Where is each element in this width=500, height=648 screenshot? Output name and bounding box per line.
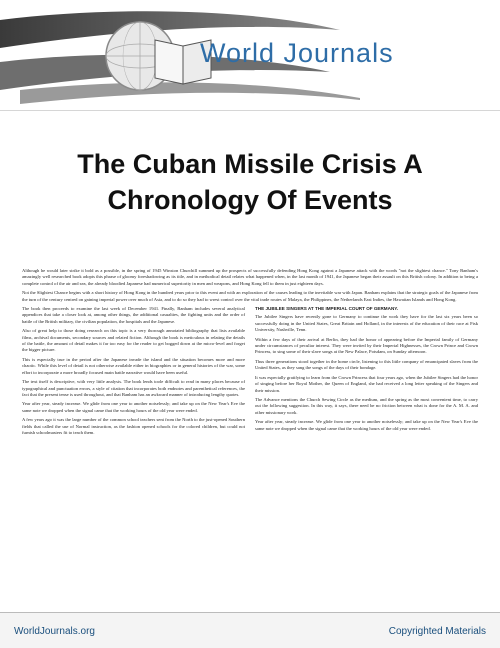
paragraph: Not the Slightest Chance begins with a short history of Hong Kong in the hundred years prior to this event and with an exploration of the causes leading to the inevitable war with Japan. Banham explains that the strategic goals of the Japanese from the turn of the century centred on gaining imperial power over much of Asia, and to do so they had to wrest control over the vital trade routes of Malaya, the Philippines, the Netherlands East Indies, the Hawaiian Islands and Hong Kong. (22, 290, 478, 302)
paragraph: The book then proceeds to examine the last week of December 1941. Finally, Banham includes several analytical appendices that take a closer look at, among other things, the additional casualties, the fighting units and the order of battle of the British military, the civilian population, the hospitals and the Japanese. (22, 306, 245, 324)
paragraph: A few years ago it was the large number of the common school teachers sent from the North to the just-opened Southern fields that called the use of Normal instruction, as the fashion opened schools for the colored children, but could not furnish schoolmasters fit to teach them. (22, 417, 245, 435)
paragraph: This is especially true in the period after the Japanese invade the island and the situation becomes more and more chaotic. While this level of detail is not otherwise available either in biographies or in general histories of the war, some effort to incorporate a more broadly focused main battle narrative would have been useful. (22, 356, 245, 375)
book-title (20, 146, 480, 218)
title-line-2: Chronology Of Events (107, 185, 393, 215)
paragraph: It was especially gratifying to learn from the Crown Princess that four years ago, when the Jubilee Singers had the honor of singing before her Royal Mother, the Queen of England, she had received a long letter speaking of the Singers and their mission. (255, 374, 478, 393)
two-column-section (22, 306, 478, 439)
footer-bar (0, 612, 500, 648)
paragraph: Within a few days of their arrival at Berlin, they had the honor of appearing before the Imperial family of Germany under circumstances of peculiar interest. They were invited by their Imperial Highnesses, the Crown Prince and Crown Princess, to sing some of their slave songs at the New Palace, Potsdam, on Sunday afternoon. (255, 336, 478, 355)
section-heading: THE JUBILEE SINGERS AT THE IMPERIAL COURT OF GERMANY. (255, 306, 399, 312)
brand-name[interactable]: World Journals (200, 38, 394, 68)
right-column (255, 306, 478, 439)
paragraph: The Advance mentions the Church Sewing Circle as the medium, and the spring as the most convenient time, to carry out the following suggestion. In this way, it says, there need be no friction between what is done for the A. M. A. and other missionary work. (255, 396, 478, 415)
title-line-1: The Cuban Missile Crisis A (77, 149, 423, 179)
paragraph: Year after year, steady increase. We glide from one year to another noiselessly; and take up on the New Year's Eve the same note we dropped when the signal came that the working hours of the old year were ended. (255, 419, 478, 431)
paragraph: Year after year, steady increase. We glide from one year to another noiselessly; and take up on the New Year's Eve the same note we dropped when the signal came that the working hours of the old year were ended. (22, 401, 245, 413)
header-banner (0, 0, 500, 111)
paragraph: The text itself is descriptive, with very little analysis. The book lends toole difficult to read in many places because of typographical and punctuation errors, a style of citation that incorporates both endnotes and parenthetical references, the fact that the present tense is used throughout, and that Banham has an awkward manner of introducing lengthy quotes. (22, 379, 245, 397)
footer-site-link[interactable]: WorldJournals.org (14, 626, 95, 637)
paragraph: Although he would later strike it bold as a possible, in the spring of 1945 Winston Churchill summed up the prospects of successfully defending Hong Kong against a Japanese attack with the words "not the slightest chance." Tony Banham's amazingly well researched book adopts this phrase of gloomy foreshadowing as its title, and in methodical detail relates what happened when, in the last month of 1941, the Japanese began their assault on this British colony. In addition to being a complete control of the air and sea, the already bloodied Japanese had numerical superiority in men and weapons, and Hong Kong fell to them in just eighteen days. (22, 268, 478, 286)
paragraph: Thus three generations stood together in the home circle, listening to this little company of emancipated slaves from the United States, as they sang the songs of the days of their bondage. (255, 358, 478, 371)
page-body (22, 268, 478, 439)
left-column (22, 306, 245, 439)
paragraph: Also of great help to those doing research on this topic is a very thorough annotated bibliography that lists available films, archival documents, secondary sources and related fiction. Although the book is meticulous in relating the details of the battle, the amount of detail makes it far too easy for the reader to get bogged down at the micro-level and forget the bigger picture. (22, 328, 245, 353)
footer-copyright: Copyrighted Materials (388, 626, 486, 637)
paragraph: The Jubilee Singers have recently gone to Germany to continue the work they have for the last six years been so successfully doing in the United States, Great Britain and Holland, in the interests of the education of their race at Fisk University, Nashville, Tenn. (255, 314, 478, 333)
